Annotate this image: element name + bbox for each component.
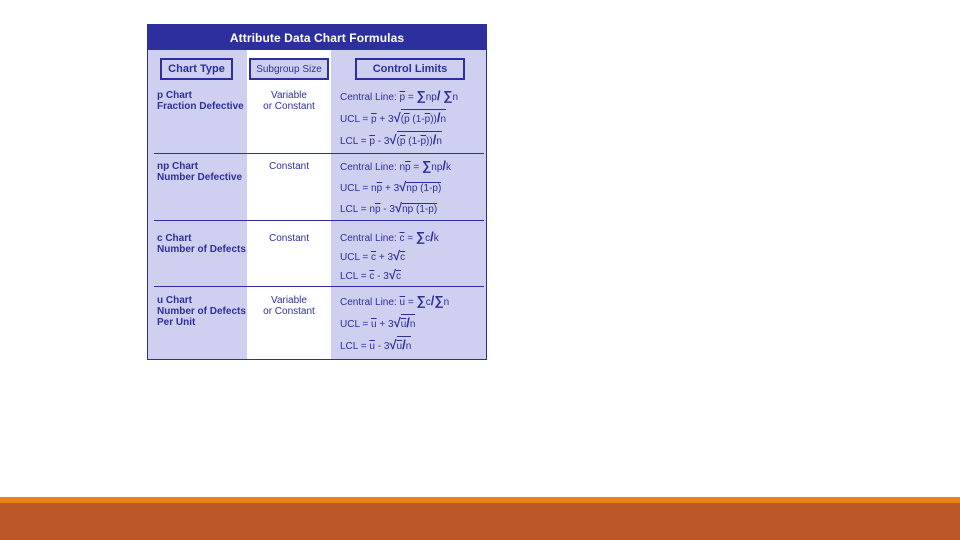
row-np-chart-desc: Number Defective [157, 172, 243, 183]
row-p-lcl: LCL = $\overline{p} - 3√(\overline{p}$ $(1-\overline{p}))/n$ [340, 132, 442, 147]
row-np-ucl: UCL = $n\overline{p} + 3√n\overline{p}$ $(1-\overline{p})$ [340, 179, 442, 194]
row-c-lcl: LCL = $\overline{c} - 3√c$ [340, 267, 401, 282]
formula-table [147, 24, 487, 360]
row-p-size-line2: or Constant [263, 101, 315, 112]
row-np-chart-name: np Chart [157, 161, 199, 172]
row-divider [154, 286, 484, 287]
row-u-size-line1: Variable [271, 295, 307, 306]
row-c-chart-name: c Chart [157, 233, 192, 244]
table-title: Attribute Data Chart Formulas [148, 25, 486, 50]
row-u-chart-name: u Chart [157, 295, 192, 306]
row-p-chart-name: p Chart [157, 90, 192, 101]
row-u-lcl: LCL = $\overline{u} - 3√u/n$ [340, 337, 412, 352]
row-c-ucl: UCL = $\overline{c} + 3√c$ [340, 248, 406, 263]
row-np-size: Constant [268, 161, 310, 172]
header-chart-type: Chart Type [160, 58, 233, 80]
row-p-central-line: Central Line: $\overline{p} = \sum np/$ ∑n [340, 88, 459, 103]
row-u-ucl: UCL = $\overline{u} + 3√u/n$ [340, 315, 416, 330]
row-p-size-line1: Variable [271, 90, 307, 101]
row-divider [154, 220, 484, 221]
row-u-size-line2: or Constant [263, 306, 315, 317]
row-divider [154, 153, 484, 154]
header-subgroup-size: Subgroup Size [249, 58, 329, 80]
header-control-limits: Control Limits [355, 58, 465, 80]
row-np-central-line: Central Line: $n\overline{p} = \sum np/k$ [340, 158, 452, 173]
row-u-chart-desc: Number of Defects [157, 306, 246, 317]
row-c-chart-desc: Number of Defects [157, 244, 246, 255]
footer-band [0, 503, 960, 540]
row-c-central-line: Central Line: $\overline{c} = \sum c/k$ [340, 229, 439, 244]
row-u-chart-desc-2: Per Unit [157, 317, 196, 328]
row-np-lcl: LCL = $n\overline{p} - 3√n\overline{p}$ $(1-\overline{p})$ [340, 200, 438, 215]
row-c-size: Constant [268, 233, 310, 244]
row-p-chart-desc: Fraction Defective [157, 101, 244, 112]
row-p-ucl: UCL = $\overline{p} + 3√(\overline{p}$ $(1-\overline{p}))/n$ [340, 110, 447, 125]
row-u-central-line: Central Line: $\overline{u} = \sum c/\sum n$ [340, 293, 450, 308]
